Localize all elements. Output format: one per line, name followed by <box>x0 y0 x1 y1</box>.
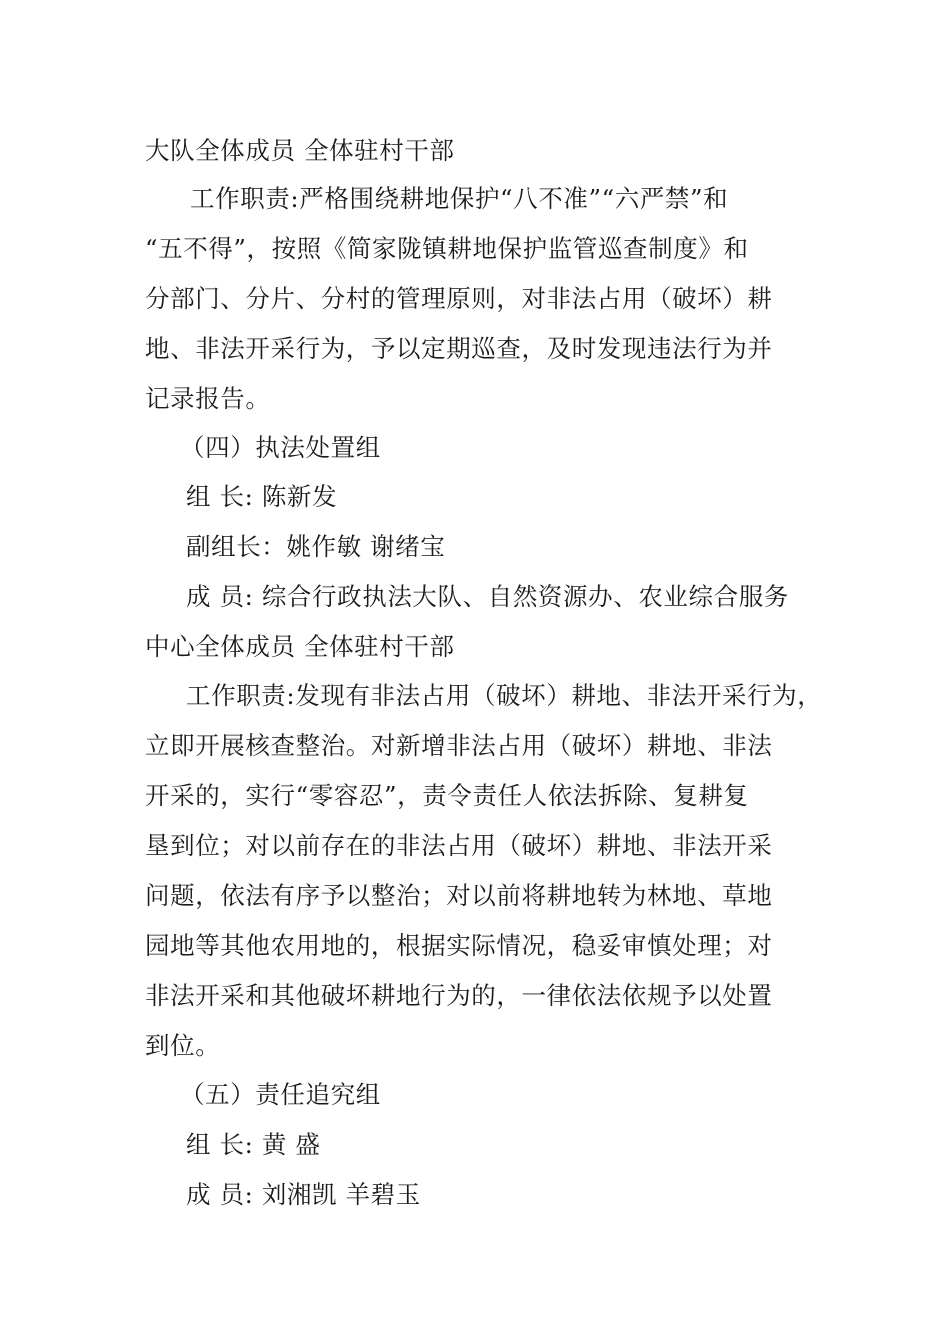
duties-paragraph-line: 非法开采和其他破坏耕地行为的，一律依法依规予以处置 <box>145 981 773 1010</box>
members-line: 中心全体成员 全体驻村干部 <box>145 632 455 661</box>
leader-line: 组 长: 陈新发 <box>186 482 338 511</box>
section-heading-4: （四）执法处置组 <box>180 433 381 462</box>
duties-paragraph-line: 分部门、分片、分村的管理原则，对非法占用（破坏）耕 <box>145 284 773 313</box>
members-line: 成 员: 刘湘凯 羊碧玉 <box>186 1180 421 1209</box>
duties-paragraph-line: 工作职责:发现有非法占用（破坏）耕地、非法开采行为， <box>186 681 823 710</box>
duties-paragraph-line: 立即开展核查整治。对新增非法占用（破坏）耕地、非法 <box>145 731 773 760</box>
section-heading-5: （五）责任追究组 <box>180 1080 381 1109</box>
leader-line: 组 长: 黄 盛 <box>186 1130 321 1159</box>
deputy-leader-line: 副组长：姚作敏 谢绪宝 <box>186 532 446 561</box>
duties-paragraph-line: 开采的，实行“零容忍”，责令责任人依法拆除、复耕复 <box>145 781 749 810</box>
duties-paragraph-line: 到位。 <box>145 1031 221 1060</box>
text-line-continuation: 大队全体成员 全体驻村干部 <box>145 136 455 165</box>
duties-paragraph-line: 垦到位；对以前存在的非法占用（破坏）耕地、非法开采 <box>145 831 773 860</box>
members-line: 成 员: 综合行政执法大队、自然资源办、农业综合服务 <box>186 582 789 611</box>
duties-paragraph-line: 工作职责:严格围绕耕地保护“八不准”“六严禁”和 <box>190 184 729 213</box>
duties-paragraph-line: 园地等其他农用地的，根据实际情况，稳妥审慎处理；对 <box>145 931 773 960</box>
duties-paragraph-line: 问题，依法有序予以整治；对以前将耕地转为林地、草地 <box>145 881 773 910</box>
duties-paragraph-line: “五不得”，按照《简家陇镇耕地保护监管巡查制度》和 <box>145 234 749 263</box>
duties-paragraph-line: 记录报告。 <box>145 384 271 413</box>
duties-paragraph-line: 地、非法开采行为，予以定期巡查，及时发现违法行为并 <box>145 334 773 363</box>
